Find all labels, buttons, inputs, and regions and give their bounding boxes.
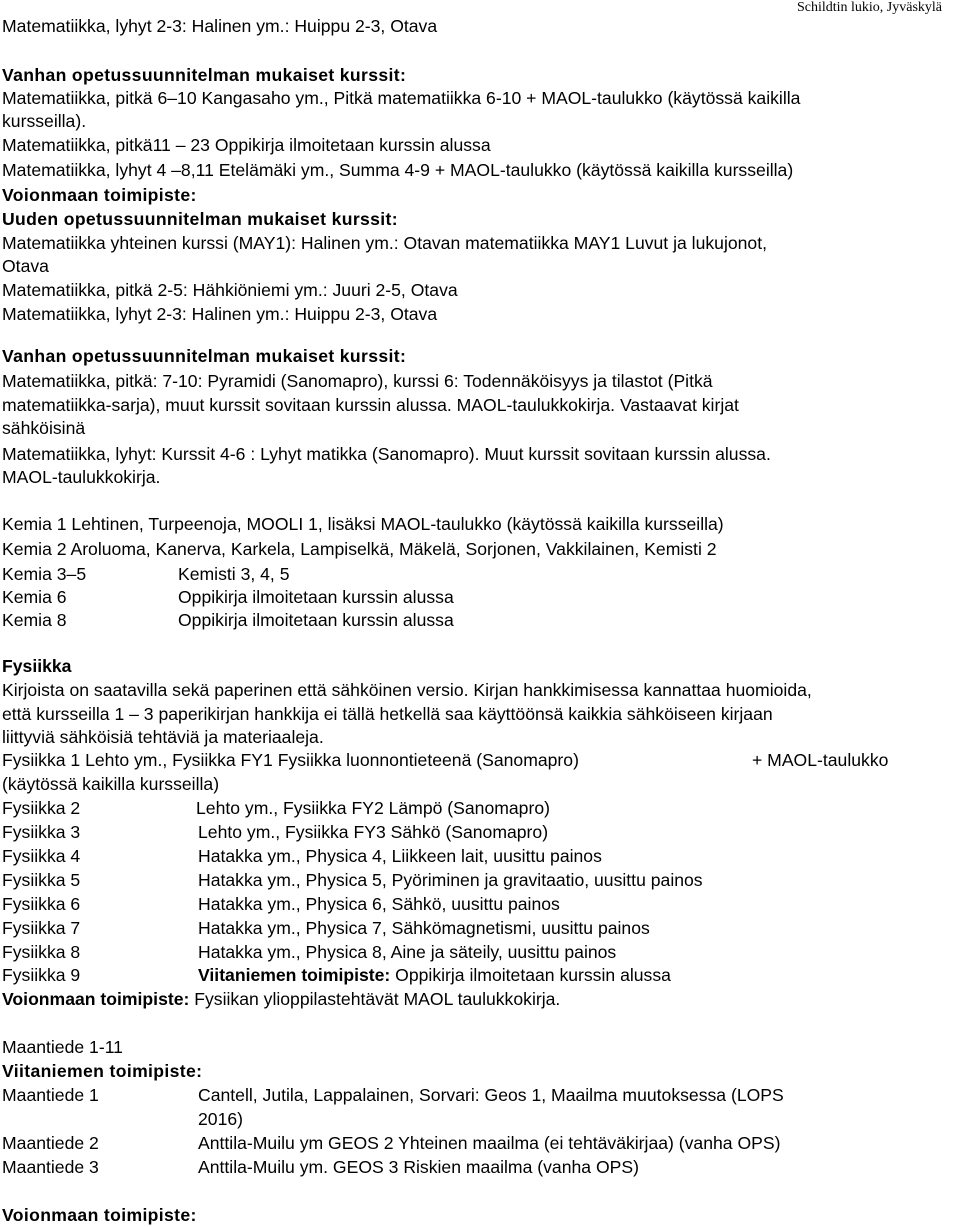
physics-9-book [198,964,671,986]
geography-3-course: Maantiede 3 [2,1157,99,1177]
physics-row-course: Fysiikka 4 [2,846,81,866]
math-may1-line-1: Matematiikka yhteinen kurssi (MAY1): Halinen ym.: Otavan matematiikka MAY1 Luvut ja lukujonot, [2,233,767,253]
physics-row-book: Hatakka ym., Physica 6, Sähkö, uusittu painos [198,894,560,914]
math-short-old: Matematiikka, lyhyt 4 –8,11 Etelämäki ym., Summa 4-9 + MAOL-taulukko (käytössä kaikilla kursseilla) [2,160,794,180]
viitaniemi-label: Viitaniemen toimipiste: [198,965,391,985]
physics-1-maol: + MAOL-taulukko [752,750,889,770]
physics-row-book: Hatakka ym., Physica 8, Aine ja säteily, uusittu painos [198,942,617,962]
chemistry-row-book: Oppikirja ilmoitetaan kurssin alussa [178,587,454,607]
geography-2-book: Anttila-Muilu ym GEOS 2 Yhteinen maailma (ei tehtäväkirjaa) (vanha OPS) [198,1133,781,1153]
physics-row-course: Fysiikka 2 [2,798,81,818]
geography-title: Maantiede 1-11 [2,1037,123,1057]
geography-1-book-line-1: Cantell, Jutila, Lappalainen, Sorvari: Geos 1, Maailma muutoksessa (LOPS [198,1085,784,1105]
physics-9-course: Fysiikka 9 [2,965,81,985]
math-long-old-line-2: kursseilla). [2,111,87,131]
physics-1-line-2: (käytössä kaikilla kursseilla) [2,774,220,794]
new-curriculum-heading: Uuden opetussuunnitelman mukaiset kurssit: [2,209,398,229]
physics-row-book: Hatakka ym., Physica 7, Sähkömagnetismi, uusittu painos [198,918,650,938]
physics-row-book: Lehto ym., Fysiikka FY3 Sähkö (Sanomapro) [198,822,549,842]
math-long-pyramidi-line-2: matematiikka-sarja), muut kurssit sovitaan kurssin alussa. MAOL-taulukkokirja. Vastaavat kirjat [2,395,739,415]
physics-row-book: Hatakka ym., Physica 4, Liikkeen lait, uusittu painos [198,846,602,866]
physics-9-book-text: Oppikirja ilmoitetaan kurssin alussa [390,965,671,985]
school-name: Schildtin lukio, Jyväskylä [796,0,942,15]
physics-row-course: Fysiikka 8 [2,942,81,962]
math-long-old-2: Matematiikka, pitkä11 – 23 Oppikirja ilmoitetaan kurssin alussa [2,135,491,155]
math-long-pyramidi-line-3: sähköisinä [2,418,86,438]
old-curriculum-heading-2: Vanhan opetussuunnitelman mukaiset kurssit: [2,346,407,366]
chemistry-row-course: Kemia 6 [2,587,67,607]
physics-1-line-1: Fysiikka 1 Lehto ym., Fysiikka FY1 Fysiikka luonnontieteenä (Sanomapro) [2,750,579,770]
physics-voionmaa-text: Fysiikan ylioppilastehtävät MAOL taulukkokirja. [189,989,561,1009]
geography-2-course: Maantiede 2 [2,1133,99,1153]
geography-1-course: Maantiede 1 [2,1085,99,1105]
geography-voionmaa-heading: Voionmaan toimipiste: [2,1205,197,1225]
physics-row-course: Fysiikka 6 [2,894,81,914]
math-short-lyhyt-line-2: MAOL-taulukkokirja. [2,467,161,487]
physics-row-book: Lehto ym., Fysiikka FY2 Lämpö (Sanomapro) [196,798,550,818]
physics-intro-line-1: Kirjoista on saatavilla sekä paperinen että sähköinen versio. Kirjan hankkimisessa kannattaa huomioida, [2,680,812,700]
chemistry-row-course: Kemia 3–5 [2,564,87,584]
physics-row-course: Fysiikka 5 [2,870,81,890]
geography-1-book-line-2: 2016) [198,1109,243,1129]
old-curriculum-heading: Vanhan opetussuunnitelman mukaiset kurssit: [2,65,407,85]
header-left-line: Matematiikka, lyhyt 2-3: Halinen ym.: Huippu 2-3, Otava [2,16,438,36]
physics-row-book: Hatakka ym., Physica 5, Pyöriminen ja gravitaatio, uusittu painos [198,870,703,890]
math-long-old-line-1: Matematiikka, pitkä 6–10 Kangasaho ym., Pitkä matematiikka 6-10 + MAOL-taulukko (käytössä kaikilla [2,88,801,108]
geography-viitaniemi-heading: Viitaniemen toimipiste: [2,1061,203,1081]
physics-heading: Fysiikka [2,656,72,676]
voionmaa-label: Voionmaan toimipiste: [2,989,190,1009]
physics-voionmaa-line [2,988,560,1010]
chemistry-2: Kemia 2 Aroluoma, Kanerva, Karkela, Lampiselkä, Mäkelä, Sorjonen, Vakkilainen, Kemisti 2 [2,539,717,559]
math-short-lyhyt-line-1: Matematiikka, lyhyt: Kurssit 4-6 : Lyhyt matikka (Sanomapro). Muut kurssit sovitaan kurssin alussa. [2,444,771,464]
math-short-new: Matematiikka, lyhyt 2-3: Halinen ym.: Huippu 2-3, Otava [2,304,438,324]
math-may1-line-2: Otava [2,256,49,276]
physics-row-course: Fysiikka 7 [2,918,81,938]
physics-row-course: Fysiikka 3 [2,822,81,842]
physics-intro-line-2: että kursseilla 1 – 3 paperikirjan hankkija ei tällä hetkellä saa käyttöönsä kaikkia sähköiseen kirjaan [2,704,773,724]
math-long-new: Matematiikka, pitkä 2-5: Hähkiöniemi ym.: Juuri 2-5, Otava [2,280,458,300]
chemistry-row-book: Oppikirja ilmoitetaan kurssin alussa [178,610,454,630]
geography-3-book: Anttila-Muilu ym. GEOS 3 Riskien maailma (vanha OPS) [198,1157,639,1177]
math-long-pyramidi-line-1: Matematiikka, pitkä: 7-10: Pyramidi (Sanomapro), kurssi 6: Todennäköisyys ja tilastot (Pitkä [2,371,713,391]
voionmaa-heading-1: Voionmaan toimipiste: [2,185,197,205]
chemistry-row-book: Kemisti 3, 4, 5 [178,564,290,584]
physics-intro-line-3: liittyviä sähköisiä tehtäviä ja materiaaleja. [2,727,324,747]
chemistry-1: Kemia 1 Lehtinen, Turpeenoja, MOOLI 1, lisäksi MAOL-taulukko (käytössä kaikilla kursseilla) [2,514,724,534]
chemistry-row-course: Kemia 8 [2,610,67,630]
